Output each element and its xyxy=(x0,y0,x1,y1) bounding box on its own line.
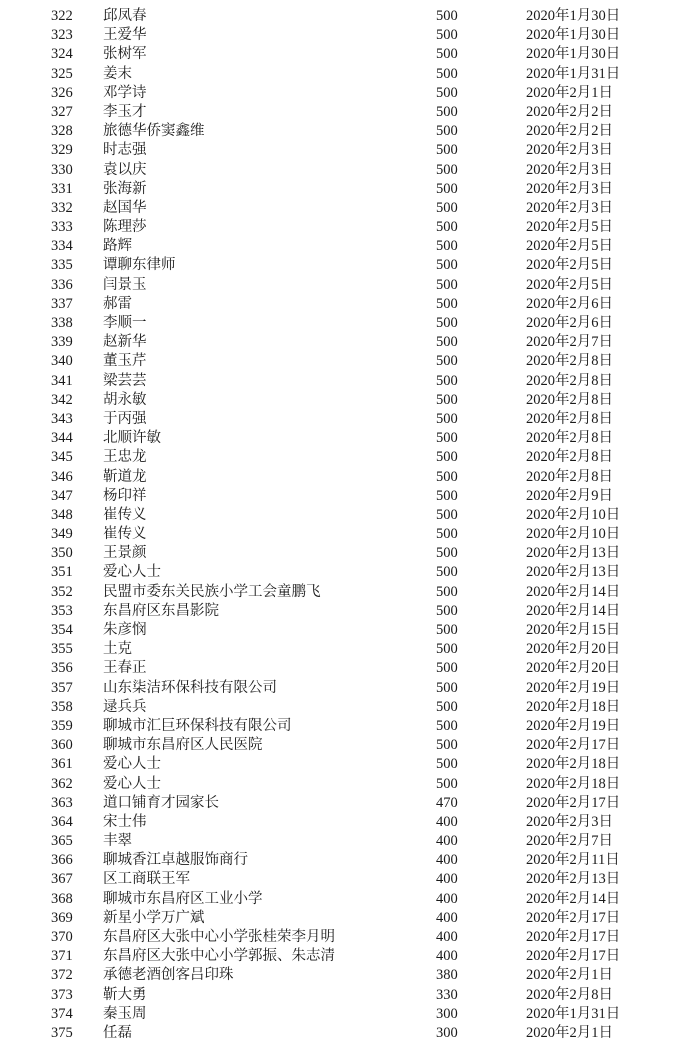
table-row xyxy=(0,372,700,391)
donation-date: 2020年2月8日 xyxy=(526,372,613,389)
donor-name: 赵新华 xyxy=(103,334,147,351)
row-number: 344 xyxy=(51,430,73,447)
donation-date: 2020年2月19日 xyxy=(526,679,621,696)
donor-name: 爱心人士 xyxy=(103,756,161,773)
donor-name: 李玉才 xyxy=(103,103,147,120)
donation-date: 2020年2月8日 xyxy=(526,986,613,1003)
table-row xyxy=(0,602,700,621)
donation-date: 2020年1月30日 xyxy=(526,8,621,24)
table-row xyxy=(0,487,700,506)
donation-amount: 500 xyxy=(436,238,458,255)
donor-name: 谭聊东律师 xyxy=(103,257,176,274)
row-number: 357 xyxy=(51,679,73,696)
donor-name: 时志强 xyxy=(103,142,147,159)
table-row xyxy=(0,237,700,256)
donation-amount: 500 xyxy=(436,84,458,101)
table-row xyxy=(0,717,700,736)
table-row xyxy=(0,640,700,659)
table-row xyxy=(0,276,700,295)
donor-name: 聊城市汇巨环保科技有限公司 xyxy=(103,717,292,734)
donor-name: 郝雷 xyxy=(103,295,132,312)
row-number: 335 xyxy=(51,257,73,274)
donation-date: 2020年2月17日 xyxy=(526,737,621,754)
donation-amount: 500 xyxy=(436,199,458,216)
row-number: 328 xyxy=(51,123,73,140)
table-row xyxy=(0,909,700,928)
donation-date: 2020年2月5日 xyxy=(526,276,613,293)
donor-name: 北顺许敏 xyxy=(103,430,161,447)
donor-name: 朱彦悯 xyxy=(103,622,147,638)
row-number: 362 xyxy=(51,775,73,792)
donation-date: 2020年2月18日 xyxy=(526,698,621,715)
table-row xyxy=(0,468,700,487)
donation-amount: 500 xyxy=(436,276,458,293)
table-row xyxy=(0,161,700,180)
table-row xyxy=(0,103,700,122)
row-number: 340 xyxy=(51,353,73,370)
donor-name: 崔传义 xyxy=(103,526,147,543)
donation-date: 2020年2月13日 xyxy=(526,564,621,581)
donation-date: 2020年2月8日 xyxy=(526,410,613,427)
donor-name: 逯兵兵 xyxy=(103,698,147,715)
donation-amount: 300 xyxy=(436,1024,458,1041)
donor-name: 丰翠 xyxy=(103,833,132,850)
row-number: 346 xyxy=(51,468,73,485)
row-number: 350 xyxy=(51,545,73,562)
donation-list xyxy=(0,7,700,1043)
donation-amount: 500 xyxy=(436,564,458,581)
donation-amount: 500 xyxy=(436,622,458,638)
donation-amount: 500 xyxy=(436,602,458,619)
donation-amount: 330 xyxy=(436,986,458,1003)
donation-amount: 400 xyxy=(436,948,458,965)
donation-date: 2020年2月1日 xyxy=(526,1024,613,1041)
donor-name: 靳道龙 xyxy=(103,468,147,485)
table-row xyxy=(0,141,700,160)
donation-date: 2020年2月20日 xyxy=(526,641,621,658)
donor-name: 王景颜 xyxy=(103,545,147,562)
row-number: 347 xyxy=(51,487,73,504)
donor-name: 闫景玉 xyxy=(103,276,147,293)
donation-amount: 500 xyxy=(436,410,458,427)
donation-date: 2020年2月14日 xyxy=(526,583,621,600)
row-number: 323 xyxy=(51,27,73,44)
donor-name: 东昌府区大张中心小学张桂荣李月明 xyxy=(103,929,335,945)
donor-name: 陈理莎 xyxy=(103,219,147,236)
table-row xyxy=(0,84,700,103)
donation-date: 2020年2月14日 xyxy=(526,890,621,907)
donation-amount: 500 xyxy=(436,27,458,44)
donor-name: 宋士伟 xyxy=(103,813,147,830)
donation-date: 2020年2月10日 xyxy=(526,526,621,543)
row-number: 366 xyxy=(51,852,73,869)
donation-date: 2020年2月14日 xyxy=(526,602,621,619)
table-row xyxy=(0,65,700,84)
donation-amount: 500 xyxy=(436,449,458,466)
donation-amount: 400 xyxy=(436,833,458,850)
row-number: 360 xyxy=(51,737,73,754)
table-row xyxy=(0,870,700,889)
donation-date: 2020年2月17日 xyxy=(526,794,621,811)
row-number: 365 xyxy=(51,833,73,850)
donation-amount: 500 xyxy=(436,46,458,63)
row-number: 343 xyxy=(51,410,73,427)
table-row xyxy=(0,563,700,582)
row-number: 351 xyxy=(51,564,73,581)
donor-name: 承德老酒创客吕印珠 xyxy=(103,967,234,984)
donation-amount: 500 xyxy=(436,679,458,696)
donor-name: 路辉 xyxy=(103,238,132,255)
donor-name: 秦玉周 xyxy=(103,1005,147,1022)
row-number: 336 xyxy=(51,276,73,293)
donation-amount: 500 xyxy=(436,698,458,715)
donation-amount: 500 xyxy=(436,161,458,178)
donation-date: 2020年2月5日 xyxy=(526,238,613,255)
donation-date: 2020年2月18日 xyxy=(526,756,621,773)
table-row xyxy=(0,659,700,678)
donation-amount: 500 xyxy=(436,372,458,389)
row-number: 349 xyxy=(51,526,73,543)
row-number: 338 xyxy=(51,315,73,331)
table-row xyxy=(0,966,700,985)
row-number: 370 xyxy=(51,929,73,945)
row-number: 331 xyxy=(51,180,73,197)
donation-amount: 470 xyxy=(436,794,458,811)
donation-date: 2020年2月3日 xyxy=(526,180,613,197)
donation-amount: 500 xyxy=(436,717,458,734)
row-number: 330 xyxy=(51,161,73,178)
donation-date: 2020年2月11日 xyxy=(526,852,620,869)
row-number: 363 xyxy=(51,794,73,811)
donation-date: 2020年1月30日 xyxy=(526,46,621,63)
row-number: 342 xyxy=(51,391,73,408)
donation-amount: 500 xyxy=(436,334,458,351)
donation-amount: 500 xyxy=(436,391,458,408)
donation-amount: 500 xyxy=(436,506,458,523)
donor-name: 东昌府区东昌影院 xyxy=(103,602,219,619)
donation-date: 2020年2月8日 xyxy=(526,449,613,466)
donation-date: 2020年2月9日 xyxy=(526,487,613,504)
donor-name: 王爱华 xyxy=(103,27,147,44)
row-number: 368 xyxy=(51,890,73,907)
donation-date: 2020年2月8日 xyxy=(526,430,613,447)
row-number: 359 xyxy=(51,717,73,734)
donation-date: 2020年2月18日 xyxy=(526,775,621,792)
donor-name: 张海新 xyxy=(103,180,147,197)
donation-amount: 500 xyxy=(436,641,458,658)
row-number: 373 xyxy=(51,986,73,1003)
table-row xyxy=(0,736,700,755)
donor-name: 土克 xyxy=(103,641,132,658)
donation-amount: 500 xyxy=(436,103,458,120)
row-number: 327 xyxy=(51,103,73,120)
donor-name: 靳大勇 xyxy=(103,986,147,1003)
donation-amount: 500 xyxy=(436,65,458,82)
donor-name: 任磊 xyxy=(103,1024,132,1041)
row-number: 322 xyxy=(51,8,73,24)
table-row xyxy=(0,851,700,870)
row-number: 371 xyxy=(51,948,73,965)
row-number: 329 xyxy=(51,142,73,159)
table-row xyxy=(0,314,700,333)
donation-amount: 500 xyxy=(436,180,458,197)
row-number: 332 xyxy=(51,199,73,216)
donor-name: 崔传义 xyxy=(103,506,147,523)
table-row xyxy=(0,7,700,26)
table-row xyxy=(0,698,700,717)
donor-name: 王春正 xyxy=(103,660,147,677)
donor-name: 赵国华 xyxy=(103,199,147,216)
donor-name: 道口铺育才园家长 xyxy=(103,794,219,811)
donor-name: 姜末 xyxy=(103,65,132,82)
donation-date: 2020年2月3日 xyxy=(526,199,613,216)
table-row xyxy=(0,775,700,794)
donation-date: 2020年2月10日 xyxy=(526,506,621,523)
donation-date: 2020年2月15日 xyxy=(526,622,621,638)
table-row xyxy=(0,1005,700,1024)
row-number: 354 xyxy=(51,622,73,638)
donation-amount: 500 xyxy=(436,487,458,504)
donor-name: 聊城市东昌府区工业小学 xyxy=(103,890,263,907)
donation-amount: 500 xyxy=(436,430,458,447)
row-number: 352 xyxy=(51,583,73,600)
donor-name: 胡永敏 xyxy=(103,391,147,408)
donor-name: 山东柒洁环保科技有限公司 xyxy=(103,679,277,696)
donation-date: 2020年2月7日 xyxy=(526,833,613,850)
table-row xyxy=(0,391,700,410)
table-row xyxy=(0,813,700,832)
table-row xyxy=(0,429,700,448)
donation-amount: 500 xyxy=(436,219,458,236)
donation-amount: 500 xyxy=(436,8,458,24)
donor-name: 民盟市委东关民族小学工会童鹏飞 xyxy=(103,583,321,600)
row-number: 372 xyxy=(51,967,73,984)
row-number: 345 xyxy=(51,449,73,466)
row-number: 334 xyxy=(51,238,73,255)
row-number: 369 xyxy=(51,909,73,926)
donation-date: 2020年2月5日 xyxy=(526,219,613,236)
donation-date: 2020年2月3日 xyxy=(526,813,613,830)
donation-date: 2020年2月3日 xyxy=(526,142,613,159)
donation-amount: 500 xyxy=(436,315,458,331)
table-row xyxy=(0,794,700,813)
donor-name: 聊城香江卓越服饰商行 xyxy=(103,852,248,869)
donation-amount: 500 xyxy=(436,583,458,600)
donation-amount: 500 xyxy=(436,353,458,370)
row-number: 367 xyxy=(51,871,73,888)
donation-amount: 400 xyxy=(436,929,458,945)
donation-date: 2020年1月31日 xyxy=(526,65,621,82)
donor-name: 邱凤春 xyxy=(103,8,147,24)
row-number: 361 xyxy=(51,756,73,773)
table-row xyxy=(0,1024,700,1043)
donation-amount: 500 xyxy=(436,526,458,543)
donation-date: 2020年2月7日 xyxy=(526,334,613,351)
table-row xyxy=(0,45,700,64)
donation-date: 2020年2月17日 xyxy=(526,948,621,965)
table-row xyxy=(0,448,700,467)
donation-date: 2020年1月30日 xyxy=(526,27,621,44)
table-row xyxy=(0,947,700,966)
donation-date: 2020年2月8日 xyxy=(526,391,613,408)
donation-date: 2020年2月1日 xyxy=(526,84,613,101)
table-row xyxy=(0,544,700,563)
table-row xyxy=(0,928,700,947)
table-row xyxy=(0,199,700,218)
donation-amount: 400 xyxy=(436,909,458,926)
donation-amount: 500 xyxy=(436,756,458,773)
donor-name: 爱心人士 xyxy=(103,564,161,581)
donation-date: 2020年2月1日 xyxy=(526,967,613,984)
row-number: 339 xyxy=(51,334,73,351)
row-number: 353 xyxy=(51,602,73,619)
donor-name: 梁芸芸 xyxy=(103,372,147,389)
donation-date: 2020年2月8日 xyxy=(526,468,613,485)
donation-amount: 500 xyxy=(436,142,458,159)
donation-date: 2020年2月19日 xyxy=(526,717,621,734)
table-row xyxy=(0,333,700,352)
row-number: 326 xyxy=(51,84,73,101)
donation-amount: 500 xyxy=(436,468,458,485)
donor-name: 于丙强 xyxy=(103,410,147,427)
donor-name: 爱心人士 xyxy=(103,775,161,792)
donation-amount: 400 xyxy=(436,813,458,830)
donation-date: 2020年2月2日 xyxy=(526,103,613,120)
row-number: 325 xyxy=(51,65,73,82)
row-number: 355 xyxy=(51,641,73,658)
donor-name: 杨印祥 xyxy=(103,487,147,504)
donation-date: 2020年2月20日 xyxy=(526,660,621,677)
table-row xyxy=(0,180,700,199)
row-number: 375 xyxy=(51,1024,73,1041)
table-row xyxy=(0,583,700,602)
donor-name: 旅德华侨窦鑫维 xyxy=(103,123,205,140)
row-number: 356 xyxy=(51,660,73,677)
row-number: 337 xyxy=(51,295,73,312)
donation-amount: 500 xyxy=(436,545,458,562)
donation-amount: 380 xyxy=(436,967,458,984)
row-number: 358 xyxy=(51,698,73,715)
donation-amount: 500 xyxy=(436,660,458,677)
donation-amount: 400 xyxy=(436,890,458,907)
donor-name: 董玉芹 xyxy=(103,353,147,370)
table-row xyxy=(0,218,700,237)
donation-amount: 500 xyxy=(436,123,458,140)
donor-name: 袁以庆 xyxy=(103,161,147,178)
row-number: 348 xyxy=(51,506,73,523)
table-row xyxy=(0,890,700,909)
row-number: 374 xyxy=(51,1005,73,1022)
donor-name: 聊城市东昌府区人民医院 xyxy=(103,737,263,754)
donation-amount: 500 xyxy=(436,775,458,792)
donor-name: 东昌府区大张中心小学郭振、朱志清 xyxy=(103,948,335,965)
table-row xyxy=(0,506,700,525)
donation-date: 2020年2月3日 xyxy=(526,161,613,178)
donation-date: 2020年2月13日 xyxy=(526,871,621,888)
table-row xyxy=(0,26,700,45)
table-row xyxy=(0,832,700,851)
donation-date: 2020年2月17日 xyxy=(526,909,621,926)
row-number: 341 xyxy=(51,372,73,389)
table-row xyxy=(0,256,700,275)
donation-amount: 400 xyxy=(436,871,458,888)
row-number: 364 xyxy=(51,813,73,830)
donor-name: 张树军 xyxy=(103,46,147,63)
donation-date: 2020年2月2日 xyxy=(526,123,613,140)
donation-amount: 300 xyxy=(436,1005,458,1022)
donation-amount: 500 xyxy=(436,295,458,312)
donor-name: 王忠龙 xyxy=(103,449,147,466)
donation-amount: 400 xyxy=(436,852,458,869)
donation-date: 2020年2月6日 xyxy=(526,295,613,312)
table-row xyxy=(0,295,700,314)
donor-name: 区工商联王军 xyxy=(103,871,190,888)
row-number: 333 xyxy=(51,219,73,236)
donor-name: 新星小学万广斌 xyxy=(103,909,205,926)
table-row xyxy=(0,755,700,774)
table-row xyxy=(0,621,700,640)
table-row xyxy=(0,679,700,698)
donation-date: 2020年2月13日 xyxy=(526,545,621,562)
row-number: 324 xyxy=(51,46,73,63)
donation-amount: 500 xyxy=(436,257,458,274)
donor-name: 李顺一 xyxy=(103,315,147,331)
table-row xyxy=(0,525,700,544)
donation-date: 2020年2月5日 xyxy=(526,257,613,274)
donor-name: 邓学诗 xyxy=(103,84,147,101)
donation-date: 2020年1月31日 xyxy=(526,1005,621,1022)
table-row xyxy=(0,986,700,1005)
donation-amount: 500 xyxy=(436,737,458,754)
table-row xyxy=(0,352,700,371)
donation-date: 2020年2月6日 xyxy=(526,315,613,331)
table-row xyxy=(0,122,700,141)
donation-date: 2020年2月8日 xyxy=(526,353,613,370)
table-row xyxy=(0,410,700,429)
donation-date: 2020年2月17日 xyxy=(526,929,621,945)
